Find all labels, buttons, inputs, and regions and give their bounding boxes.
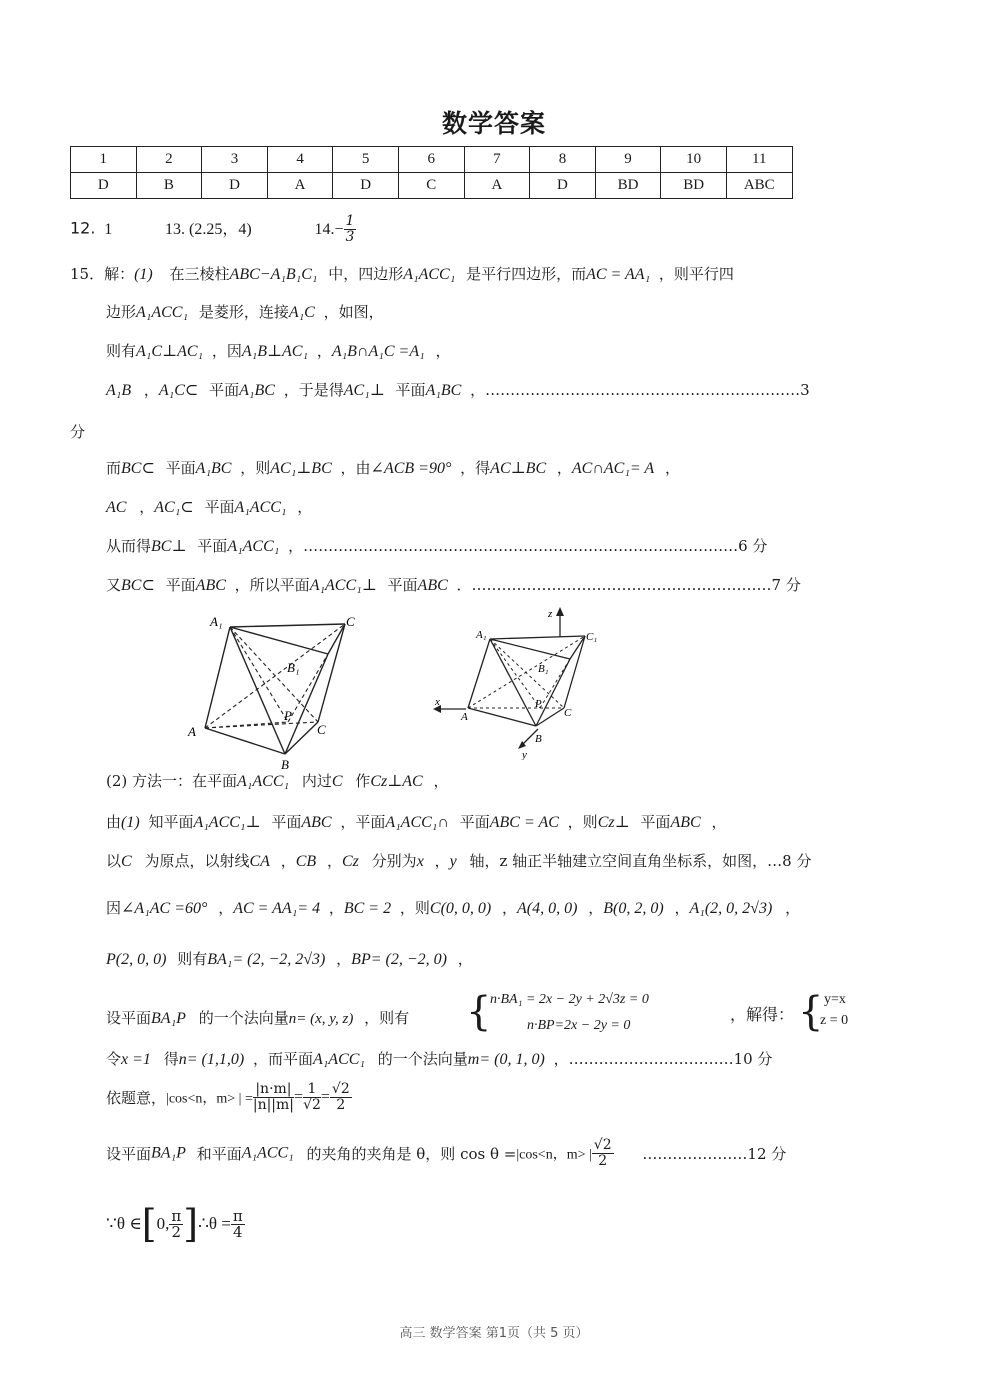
text: 平面 — [640, 813, 671, 831]
math: n= (x, y, z) — [288, 1011, 354, 1027]
text: ， — [588, 899, 604, 917]
math: Cz⊥AC — [370, 773, 423, 790]
text: ， — [434, 852, 450, 870]
solution-1: y=x — [824, 992, 846, 1007]
math: A₁ACC₁ — [241, 1144, 294, 1162]
text: 则有 — [106, 342, 137, 360]
math: = — [294, 1088, 304, 1106]
text: 又 — [106, 576, 122, 594]
math: A₁BC — [195, 460, 232, 477]
z-axis-arrow-icon — [556, 607, 564, 616]
denominator: 2 — [598, 1153, 608, 1169]
score-dots: ，……………………………10 分 — [553, 1050, 773, 1068]
part2-line-4 — [106, 897, 800, 918]
figure-label: C₁ — [586, 631, 598, 643]
table-cell: ABC — [726, 173, 792, 199]
table-cell: 6 — [398, 147, 464, 173]
fraction — [330, 1082, 352, 1113]
math: BC⊂ — [121, 577, 155, 594]
math: A₁BC — [239, 382, 275, 399]
fraction — [303, 1082, 321, 1113]
math: A₁B⊥AC₁ — [241, 343, 309, 360]
part2-line-3 — [106, 850, 811, 871]
text: ，而平面 — [252, 1050, 313, 1068]
text: 平面 — [395, 381, 426, 399]
math: A₁ACC₁⊥ — [309, 577, 377, 594]
text: ，由 — [340, 459, 371, 477]
left-brace-icon: { — [466, 989, 492, 1035]
q12-label: 12. — [70, 218, 96, 238]
q13-answer: 13. (2.25，4) — [165, 220, 252, 238]
math: A₁ACC₁ — [403, 266, 456, 283]
text: ， — [218, 899, 234, 917]
table-cell: B — [136, 173, 202, 199]
text: 平面 — [209, 381, 240, 399]
math: Cz⊥ — [597, 814, 630, 831]
text: ， — [457, 950, 473, 968]
table-cell: A — [267, 173, 333, 199]
figure-prism — [180, 610, 380, 770]
math: BC = 2 — [343, 900, 392, 917]
answer-table — [70, 146, 793, 199]
math: AC₁⊥ — [343, 382, 385, 399]
table-cell: 7 — [464, 147, 530, 173]
text: ，所以平面 — [234, 576, 310, 594]
math: A₁ACC₁ — [312, 1051, 365, 1068]
table-cell: 3 — [202, 147, 268, 173]
math: ABC = AC — [489, 814, 559, 831]
q12-value: 1 — [104, 220, 113, 238]
text: 平面 — [197, 537, 228, 555]
math: C — [331, 773, 343, 790]
text: 的一个法向量 — [198, 1009, 289, 1027]
q14-prefix: 14.− — [314, 220, 344, 238]
part2-line-8 — [106, 1082, 352, 1113]
denominator: 2 — [171, 1222, 182, 1241]
math: BA₁P — [151, 1010, 186, 1027]
q14-numerator: 1 — [345, 213, 355, 229]
part2-line-9 — [106, 1138, 786, 1169]
numerator: √2 — [331, 1081, 350, 1097]
text: 知平面 — [148, 813, 194, 831]
math: C — [121, 853, 132, 870]
table-cell: A — [464, 173, 530, 199]
text: 内过 — [301, 772, 332, 790]
figure-label: A — [188, 724, 196, 739]
figure-prism-axes — [430, 605, 610, 760]
table-cell: 1 — [71, 147, 137, 173]
fraction — [592, 1138, 614, 1169]
text: ， — [674, 899, 690, 917]
text: ，于是得 — [283, 381, 344, 399]
text: 令 — [106, 1050, 122, 1068]
numerator: π — [232, 1206, 243, 1225]
math: Cz — [341, 853, 359, 870]
text: 因 — [106, 899, 122, 917]
math: A₁BC — [425, 382, 462, 399]
math: BA₁P — [151, 1144, 186, 1162]
math: A₁B — [106, 382, 132, 399]
text: 依题意， — [106, 1089, 167, 1107]
table-cell: D — [333, 173, 399, 199]
text: ，因 — [211, 342, 242, 360]
math: CB — [295, 853, 317, 870]
math: A₁ACC₁⊥ — [193, 814, 261, 831]
figure-label: y — [522, 749, 527, 760]
math: |cos<n，m> | = — [166, 1091, 253, 1107]
score-dots: …………………12 分 — [642, 1145, 787, 1163]
page-title: 数学答案 — [441, 109, 546, 138]
q15-line-5: 分 — [70, 423, 86, 441]
math: m= (0, 1, 0) — [467, 1051, 545, 1068]
fill-in-row — [70, 214, 356, 245]
text: ， — [785, 899, 801, 917]
math: A₁C⊥AC₁ — [136, 343, 204, 360]
math: ABC — [670, 814, 701, 831]
math: A₁ACC₁ — [237, 773, 290, 790]
answer-table-numbers-row — [71, 147, 793, 173]
solve-label: ，解得： — [730, 1005, 795, 1024]
text: 得 — [163, 1050, 179, 1068]
text: ，得 — [460, 459, 491, 477]
text: ， — [435, 342, 451, 360]
table-cell: BD — [595, 173, 661, 199]
text: ， — [433, 772, 449, 790]
left-brace-icon: { — [798, 989, 824, 1035]
text: ， — [280, 852, 296, 870]
numerator: π — [171, 1206, 182, 1225]
figure-label: B — [535, 733, 542, 745]
math: AC₁⊥BC — [270, 460, 332, 477]
numerator: √2 — [593, 1137, 612, 1153]
text: ， — [139, 498, 155, 516]
figure-label: P — [535, 698, 542, 710]
figure-label: P — [284, 708, 292, 723]
denominator: 4 — [233, 1222, 243, 1241]
text: 为原点，以射线 — [144, 852, 250, 870]
math: ABC−A₁B₁C₁ — [229, 266, 318, 283]
numerator: 1 — [303, 1082, 321, 1098]
text: 则有 — [177, 950, 208, 968]
table-cell: 8 — [530, 147, 596, 173]
math: CA — [249, 853, 270, 870]
text: ， — [664, 459, 680, 477]
math: A₁B∩A₁C =A₁ — [331, 343, 425, 360]
math: A₁ACC₁ — [234, 499, 287, 516]
table-cell: D — [530, 173, 596, 199]
denominator: 2 — [336, 1097, 346, 1113]
text: ， — [143, 381, 159, 399]
text: 是菱形，连接 — [198, 303, 289, 321]
text: ，则 — [567, 813, 598, 831]
numerator: |n·m| — [253, 1082, 294, 1098]
table-cell: 10 — [661, 147, 727, 173]
text: ， — [556, 459, 572, 477]
part2-line-2 — [106, 811, 726, 832]
q15-line-9 — [106, 574, 801, 595]
figure-label: B₁ — [538, 663, 549, 675]
page-footer: 高三 数学答案 第1页（共 5 页） — [399, 1326, 589, 1341]
figure-label: C — [346, 614, 355, 629]
math: AC⊥BC — [490, 460, 547, 477]
text: 以 — [106, 852, 122, 870]
text: 平面 — [271, 813, 302, 831]
left-bracket-icon: [ — [141, 1202, 157, 1246]
table-cell: 2 — [136, 147, 202, 173]
text: 平面 — [165, 459, 196, 477]
part2-line-10 — [106, 1202, 245, 1246]
math: ∠A₁AC =60° — [121, 900, 208, 917]
score-dots: ，……………………………………………………………………………6 分 — [288, 537, 768, 555]
q15-line-6 — [106, 457, 680, 478]
denominator: |n||m| — [252, 1097, 295, 1113]
text: ， — [328, 899, 344, 917]
figure-label: B₁ — [287, 660, 300, 675]
math: (1) — [134, 266, 153, 283]
math: 0, — [156, 1214, 170, 1233]
math: = — [320, 1088, 330, 1106]
equation-1: n·BA₁ = 2x − 2y + 2√3z = 0 — [490, 992, 649, 1007]
text: 作 — [355, 772, 371, 790]
solution-2: z = 0 — [820, 1013, 849, 1028]
math: |cos<n，m> | — [516, 1147, 592, 1163]
text: ，如图， — [323, 303, 384, 321]
math: ABC — [301, 814, 332, 831]
text: (2) 方法一：在平面 — [106, 772, 238, 790]
math: A₁ACC₁ — [136, 304, 189, 321]
text: 平面 — [204, 498, 235, 516]
text: 边形 — [106, 303, 137, 321]
math: AC∩AC₁= A — [571, 460, 655, 477]
math: x =1 — [121, 1051, 151, 1068]
text: 设平面 — [106, 1009, 152, 1027]
math: BC⊥ — [151, 538, 187, 555]
text: 的夹角的夹角是 θ，则 cos θ = — [306, 1145, 517, 1163]
part2-line-1 — [106, 770, 449, 791]
figure-label: B — [281, 757, 289, 770]
answer-table-answers-row — [71, 173, 793, 199]
math: ∵θ ∈ — [106, 1214, 142, 1233]
part2-line-5 — [106, 948, 473, 969]
table-cell: D — [71, 173, 137, 199]
q15-line-8 — [106, 535, 767, 556]
text: ，则平行四 — [658, 265, 734, 283]
math: n= (1,1,0) — [178, 1051, 245, 1068]
score-dots: ．……………………………………………………7 分 — [456, 576, 801, 594]
text: ，平面 — [340, 813, 386, 831]
math: ∴θ = — [198, 1214, 231, 1233]
q15-line-2 — [106, 301, 384, 322]
text: 的一个法向量 — [377, 1050, 468, 1068]
denominator: √2 — [303, 1097, 321, 1113]
text: 15．解： — [70, 265, 135, 283]
text: ，则 — [399, 899, 430, 917]
math: AC — [106, 499, 127, 516]
text: ， — [502, 899, 518, 917]
math: B(0, 2, 0) — [603, 900, 664, 917]
text: 平面 — [459, 813, 490, 831]
q15-line-1 — [70, 263, 734, 284]
figure-label: A₁ — [210, 614, 223, 629]
figure-label: A₁ — [476, 629, 487, 641]
table-cell: D — [202, 173, 268, 199]
math: C(0, 0, 0) — [429, 900, 492, 917]
math: x — [416, 853, 424, 870]
text: ，则 — [240, 459, 271, 477]
q15-line-3 — [106, 340, 450, 361]
figure-label: C — [317, 722, 326, 737]
text: 中，四边形 — [328, 265, 404, 283]
text: 平面 — [387, 576, 418, 594]
math: A₁ACC₁∩ — [385, 814, 449, 831]
equation-2: n·BP=2x − 2y = 0 — [527, 1018, 631, 1033]
text: 和平面 — [196, 1145, 242, 1163]
figure-label: C — [564, 707, 572, 719]
math: AC = AA₁ — [586, 266, 651, 283]
part2-line-7 — [106, 1048, 772, 1069]
q14-denominator: 3 — [345, 229, 355, 245]
math: ABC — [417, 577, 448, 594]
math: AC₁⊂ — [154, 499, 194, 516]
q15-line-7 — [106, 496, 312, 517]
score-dots: ，………………………………………………………3 — [470, 381, 810, 399]
part2-line-6-left — [106, 1007, 409, 1028]
text: 轴，z 轴正半轴建立空间直角坐标系，如图，…8 分 — [469, 852, 812, 870]
math: ABC — [195, 577, 226, 594]
table-cell: 11 — [726, 147, 792, 173]
text: ，则有 — [364, 1009, 410, 1027]
figure-label: A — [461, 711, 468, 723]
math: A₁C — [288, 304, 315, 321]
text: 而 — [106, 459, 122, 477]
vector-ba1: BA₁= (2, −2, 2√3) — [207, 951, 326, 968]
text: ， — [711, 813, 727, 831]
math: A(4, 0, 0) — [517, 900, 578, 917]
math: A₁C⊂ — [158, 382, 199, 399]
math: y — [449, 853, 457, 870]
q15-line-4 — [106, 379, 810, 400]
text: 分别为 — [371, 852, 417, 870]
text: ， — [336, 950, 352, 968]
table-cell: BD — [661, 173, 727, 199]
table-cell: 4 — [267, 147, 333, 173]
text: 在三棱柱 — [169, 265, 230, 283]
math: P(2, 0, 0) — [106, 951, 167, 968]
math: A₁(2, 0, 2√3) — [689, 900, 773, 917]
table-cell: 5 — [333, 147, 399, 173]
q14-fraction — [344, 214, 357, 245]
text: ， — [316, 342, 332, 360]
table-cell: C — [398, 173, 464, 199]
text: 设平面 — [106, 1145, 152, 1163]
math: ∠ACB =90° — [370, 460, 452, 477]
fraction — [231, 1206, 245, 1241]
math: AC = AA₁= 4 — [233, 900, 321, 917]
vector-bp: BP= (2, −2, 0) — [351, 951, 447, 968]
table-cell: 9 — [595, 147, 661, 173]
text: ， — [326, 852, 342, 870]
figure-label: x — [435, 696, 440, 708]
math: BC⊂ — [121, 460, 155, 477]
figure-label: z — [548, 608, 553, 620]
text: 从而得 — [106, 537, 152, 555]
math: A₁ACC₁ — [227, 538, 280, 555]
fraction — [253, 1082, 294, 1113]
text: 由 — [106, 813, 122, 831]
right-bracket-icon: ] — [183, 1202, 199, 1246]
fraction — [169, 1206, 183, 1241]
text: 平面 — [165, 576, 196, 594]
math: (1) — [121, 814, 140, 831]
text: 是平行四边形，而 — [466, 265, 587, 283]
text: ， — [297, 498, 313, 516]
